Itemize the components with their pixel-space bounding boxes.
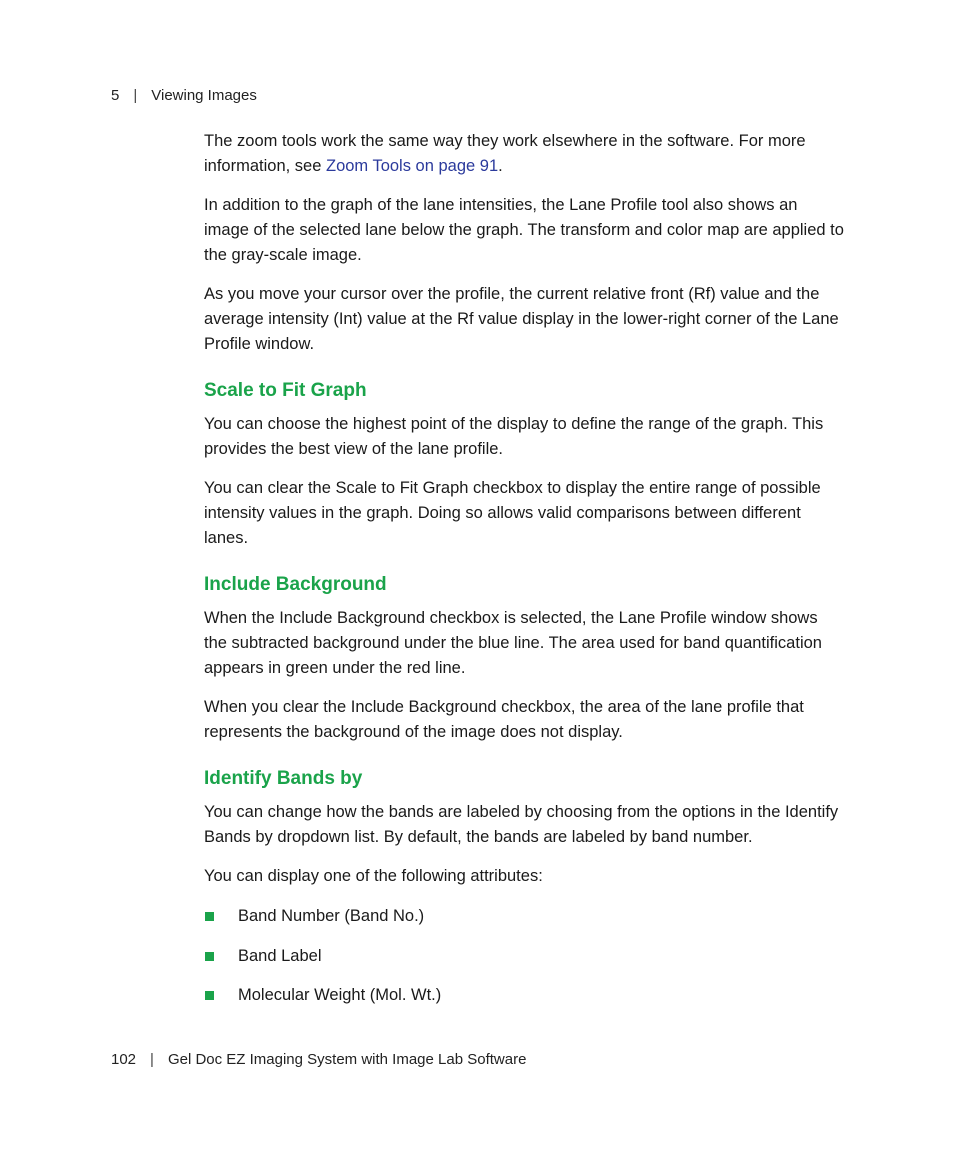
header-chapter-title: Viewing Images [151, 87, 257, 104]
header-separator: | [133, 87, 138, 104]
heading-identify-bands-by: Identify Bands by [204, 768, 363, 789]
list-item [204, 944, 844, 969]
paragraph-lane-image: In addition to the graph of the lane intensities, the Lane Profile tool also shows an image of the selected lane below the graph. The transform and color map are applied to the gray-scale image. [204, 196, 844, 264]
square-bullet-icon [205, 952, 214, 961]
heading-include-background: Include Background [204, 574, 387, 595]
footer-book-title: Gel Doc EZ Imaging System with Image Lab Software [167, 1051, 527, 1068]
paragraph-text: The zoom tools work the same way they work elsewhere in the software. For more information, see [204, 132, 806, 175]
paragraph-attributes-intro: You can display one of the following attributes: [204, 867, 543, 885]
paragraph-cursor-rf: As you move your cursor over the profile, the current relative front (Rf) value and the average intensity (Int) value at the Rf value display in the lower-right corner of the Lane Profile window. [204, 285, 839, 353]
footer-page-number: 102 [111, 1051, 137, 1068]
paragraph-clear-scale: You can clear the Scale to Fit Graph checkbox to display the entire range of possible intensity values in the graph. Doing so allows valid comparisons between different lanes. [204, 479, 821, 547]
running-footer [111, 1051, 526, 1068]
attributes-list [204, 904, 844, 1008]
paragraph-include-selected: When the Include Background checkbox is selected, the Lane Profile window shows the subtracted background under the blue line. The area used for band quantification appears in green under the red line. [204, 609, 822, 677]
footer-separator: | [150, 1051, 154, 1068]
list-item-text: Band Label [238, 946, 322, 965]
list-item-text: Band Number (Band No.) [238, 907, 425, 925]
list-item [204, 983, 844, 1008]
square-bullet-icon [205, 912, 214, 921]
paragraph-include-cleared: When you clear the Include Background checkbox, the area of the lane profile that represents the background of the image does not display. [204, 698, 804, 741]
zoom-tools-link[interactable]: Zoom Tools on page 91 [325, 157, 499, 175]
list-item-text: Molecular Weight (Mol. Wt.) [238, 986, 442, 1004]
paragraph-change-labels: You can change how the bands are labeled by choosing from the options in the Identify Bands by dropdown list. By default, the bands are labeled by band number. [204, 803, 839, 846]
square-bullet-icon [205, 991, 214, 1000]
heading-scale-to-fit-graph: Scale to Fit Graph [204, 380, 367, 401]
paragraph-text: . [498, 157, 503, 175]
paragraph-zoom-tools [204, 129, 844, 179]
paragraph-highest-point: You can choose the highest point of the display to define the range of the graph. This provides the best view of the lane profile. [204, 415, 824, 458]
list-item [204, 904, 844, 929]
running-header [111, 87, 257, 104]
page-content [204, 129, 844, 1023]
header-page-number: 5 [111, 87, 120, 104]
